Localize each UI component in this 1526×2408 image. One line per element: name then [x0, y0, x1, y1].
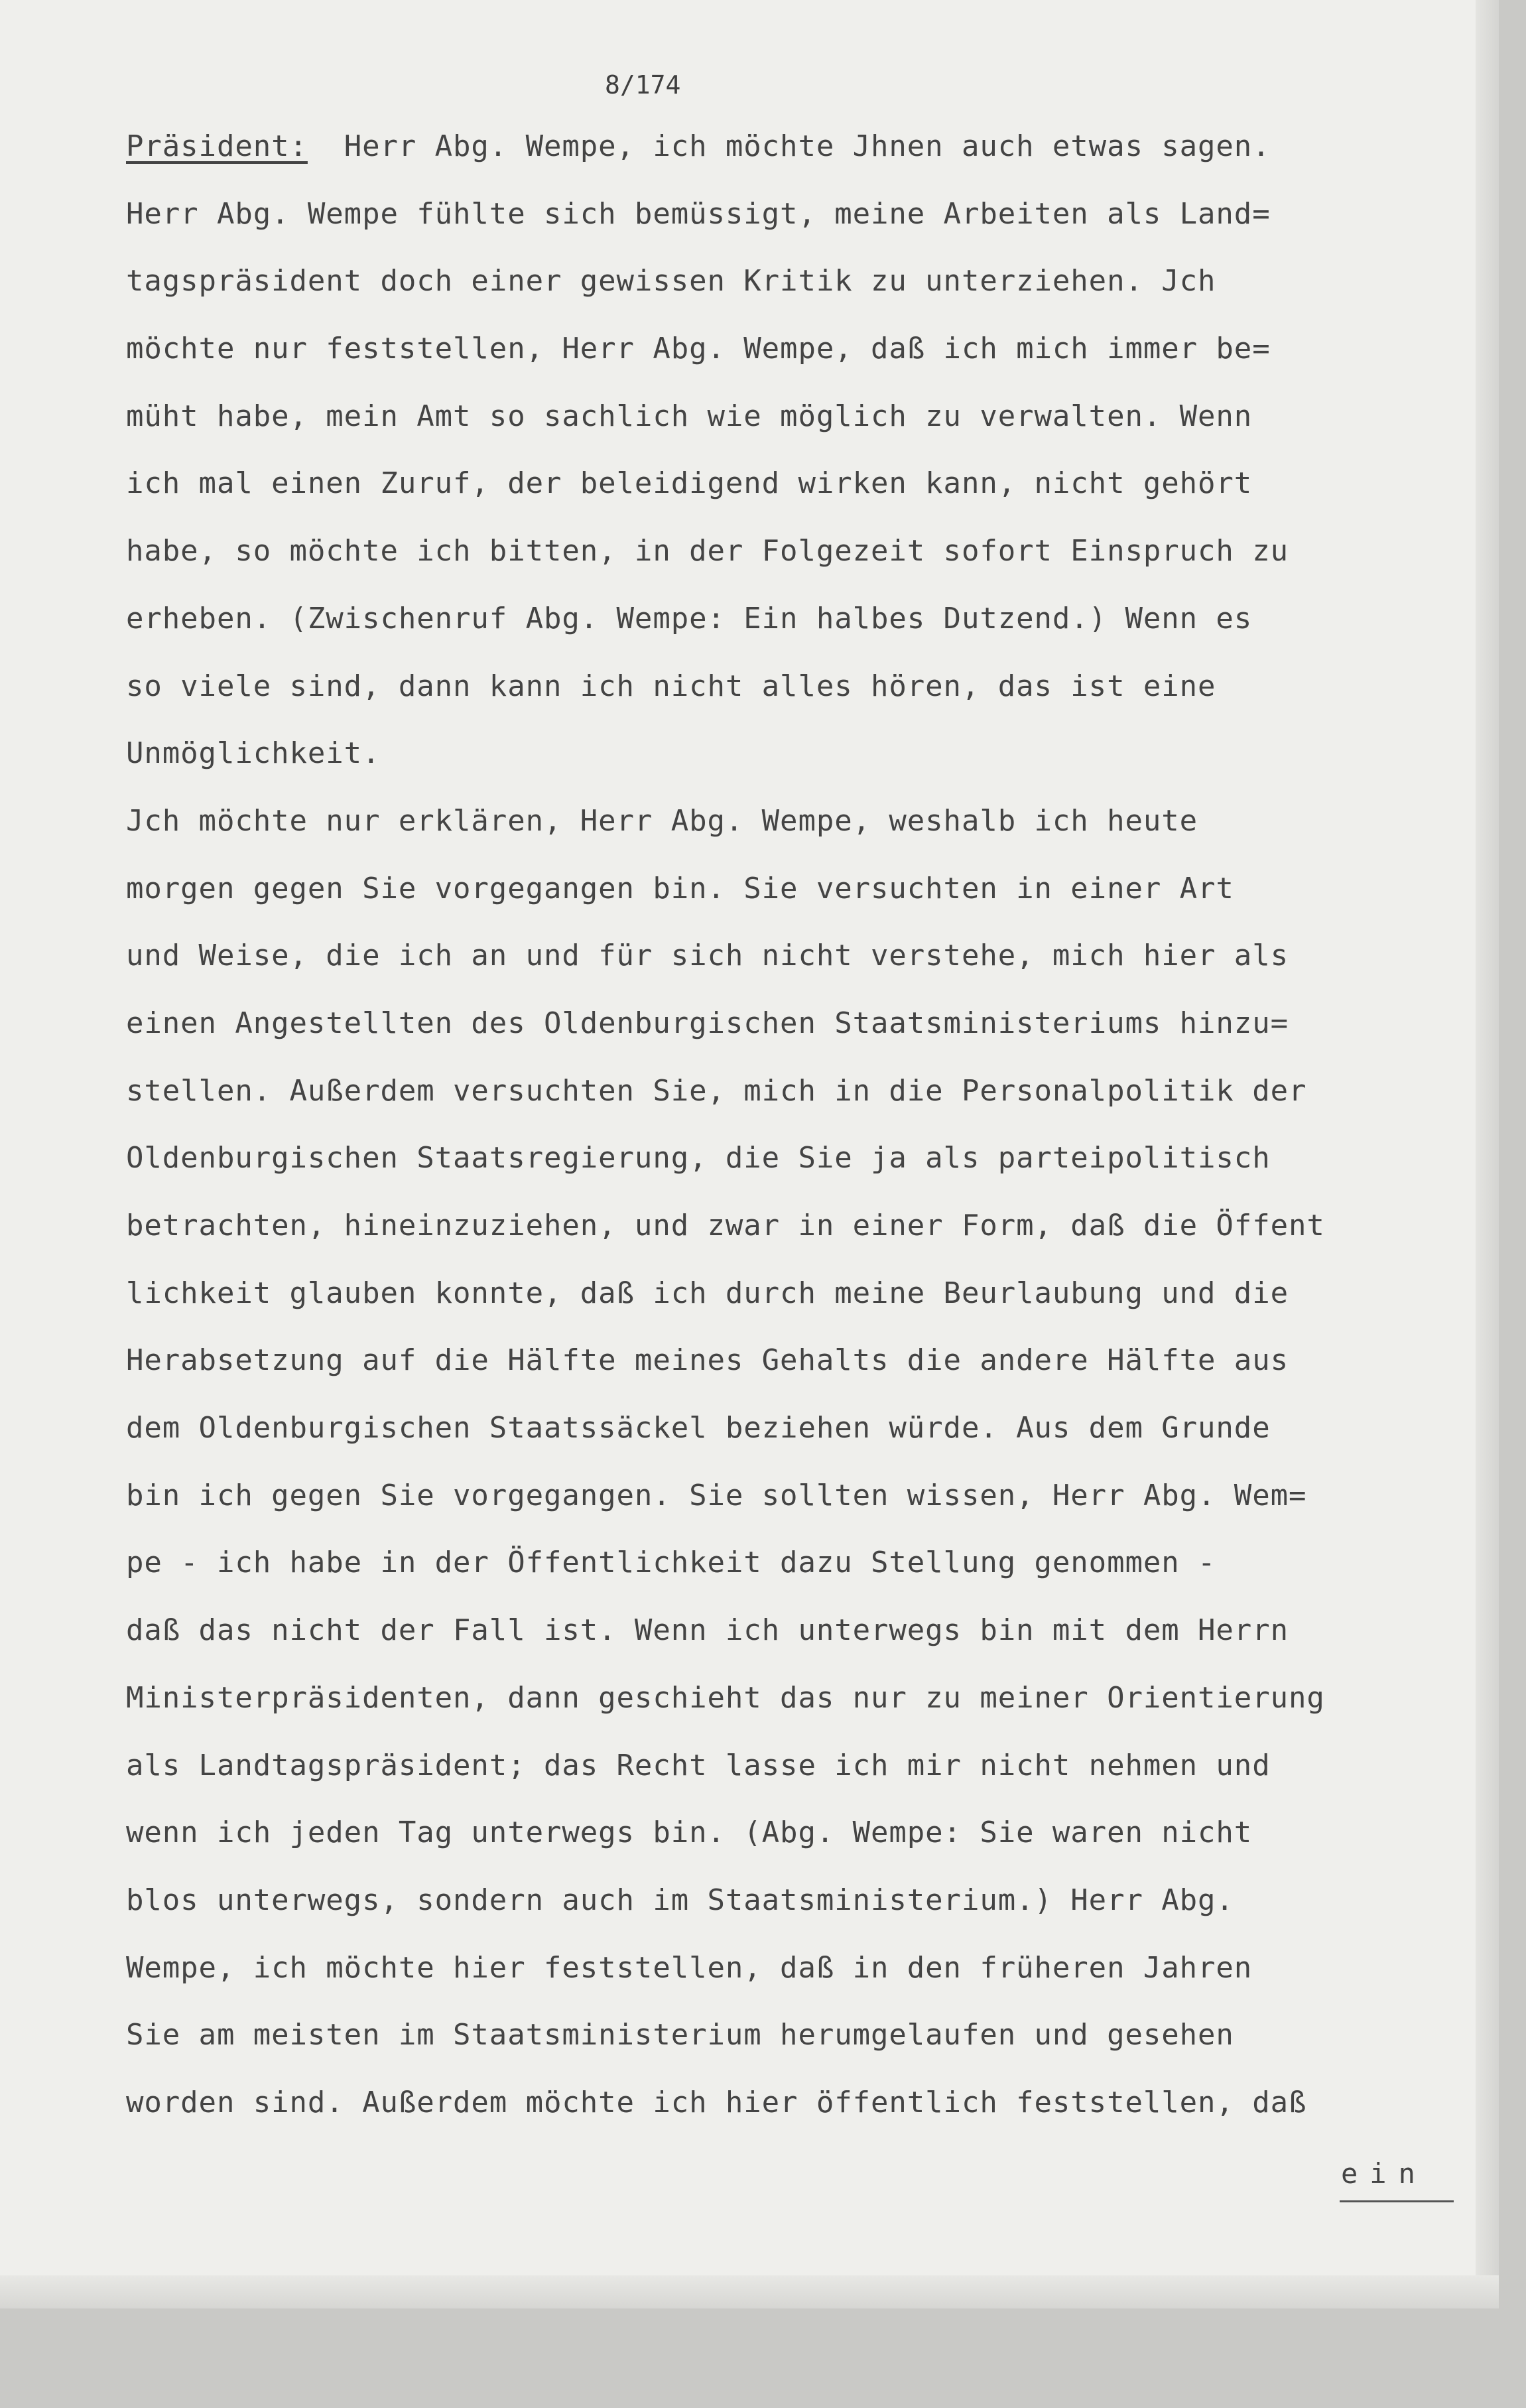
text-line-27: blos unterwegs, sondern auch im Staatsministerium.) Herr Abg. — [126, 1883, 1234, 1917]
text-line-22: pe - ich habe in der Öffentlichkeit dazu Stellung genommen - — [126, 1546, 1216, 1580]
text-line-26: wenn ich jeden Tag unterwegs bin. (Abg. Wempe: Sie waren nicht — [126, 1816, 1253, 1850]
catchword-underline — [1340, 2200, 1454, 2202]
page-bottom-edge — [0, 2275, 1499, 2308]
speaker-label: Präsident: — [126, 129, 308, 163]
text-line-3: tagspräsident doch einer gewissen Kritik zu unterziehen. Jch — [126, 264, 1216, 299]
text-line-15: stellen. Außerdem versuchten Sie, mich in die Personalpolitik der — [126, 1073, 1307, 1108]
text-line-14: einen Angestellten des Oldenburgischen Staatsministeriums hinzu= — [126, 1006, 1289, 1040]
text-line-17: betrachten, hineinzuziehen, und zwar in einer Form, daß die Öffent — [126, 1209, 1325, 1242]
text-line-10: Unmöglichkeit. — [126, 736, 381, 771]
text-line-23: daß das nicht der Fall ist. Wenn ich unterwegs bin mit dem Herrn — [126, 1613, 1289, 1648]
text-line-2: Herr Abg. Wempe fühlte sich bemüssigt, meine Arbeiten als Land= — [126, 196, 1271, 231]
text-line-28: Wempe, ich möchte hier feststellen, daß in den früheren Jahren — [126, 1950, 1253, 1985]
text-line-21: bin ich gegen Sie vorgegangen. Sie sollten wissen, Herr Abg. Wem= — [126, 1478, 1307, 1512]
text-line-9: so viele sind, dann kann ich nicht alles hören, das ist eine — [126, 669, 1216, 703]
text-line-1-content: Herr Abg. Wempe, ich möchte Jhnen auch etwas sagen. — [344, 129, 1271, 163]
text-line-18: lichkeit glauben konnte, daß ich durch meine Beurlaubung und die — [126, 1276, 1289, 1310]
text-line-7: habe, so möchte ich bitten, in der Folgezeit sofort Einspruch zu — [126, 534, 1289, 569]
text-line-20: dem Oldenburgischen Staatssäckel beziehen würde. Aus dem Grunde — [126, 1411, 1271, 1445]
text-line-29: Sie am meisten im Staatsministerium herumgelaufen und gesehen — [126, 2018, 1234, 2052]
text-line-30: worden sind. Außerdem möchte ich hier öffentlich feststellen, daß — [126, 2085, 1307, 2119]
text-line-13: und Weise, die ich an und für sich nicht verstehe, mich hier als — [126, 939, 1289, 973]
text-line-12: morgen gegen Sie vorgegangen bin. Sie versuchten in einer Art — [126, 871, 1234, 905]
text-line-5: müht habe, mein Amt so sachlich wie möglich zu verwalten. Wenn — [126, 399, 1253, 433]
text-line-25: als Landtagspräsident; das Recht lasse ich mir nicht nehmen und — [126, 1748, 1271, 1782]
text-line-24: Ministerpräsidenten, dann geschieht das nur zu meiner Orientierung — [126, 1680, 1325, 1715]
text-line-19: Herabsetzung auf die Hälfte meines Gehalts die andere Hälfte aus — [126, 1343, 1289, 1378]
text-line-11: Jch möchte nur erklären, Herr Abg. Wempe, weshalb ich heute — [126, 803, 1198, 838]
text-line-1 — [126, 113, 1486, 180]
page-number: 8/174 — [605, 70, 681, 100]
text-line-16: Oldenburgischen Staatsregierung, die Sie ja als parteipolitisch — [126, 1141, 1271, 1175]
catchword: ein — [1341, 2157, 1427, 2190]
transcript-body — [126, 113, 1486, 2137]
text-line-6: ich mal einen Zuruf, der beleidigend wirken kann, nicht gehört — [126, 466, 1253, 501]
text-line-8: erheben. (Zwischenruf Abg. Wempe: Ein halbes Dutzend.) Wenn es — [126, 601, 1253, 635]
text-line-4: möchte nur feststellen, Herr Abg. Wempe, daß ich mich immer be= — [126, 332, 1271, 366]
